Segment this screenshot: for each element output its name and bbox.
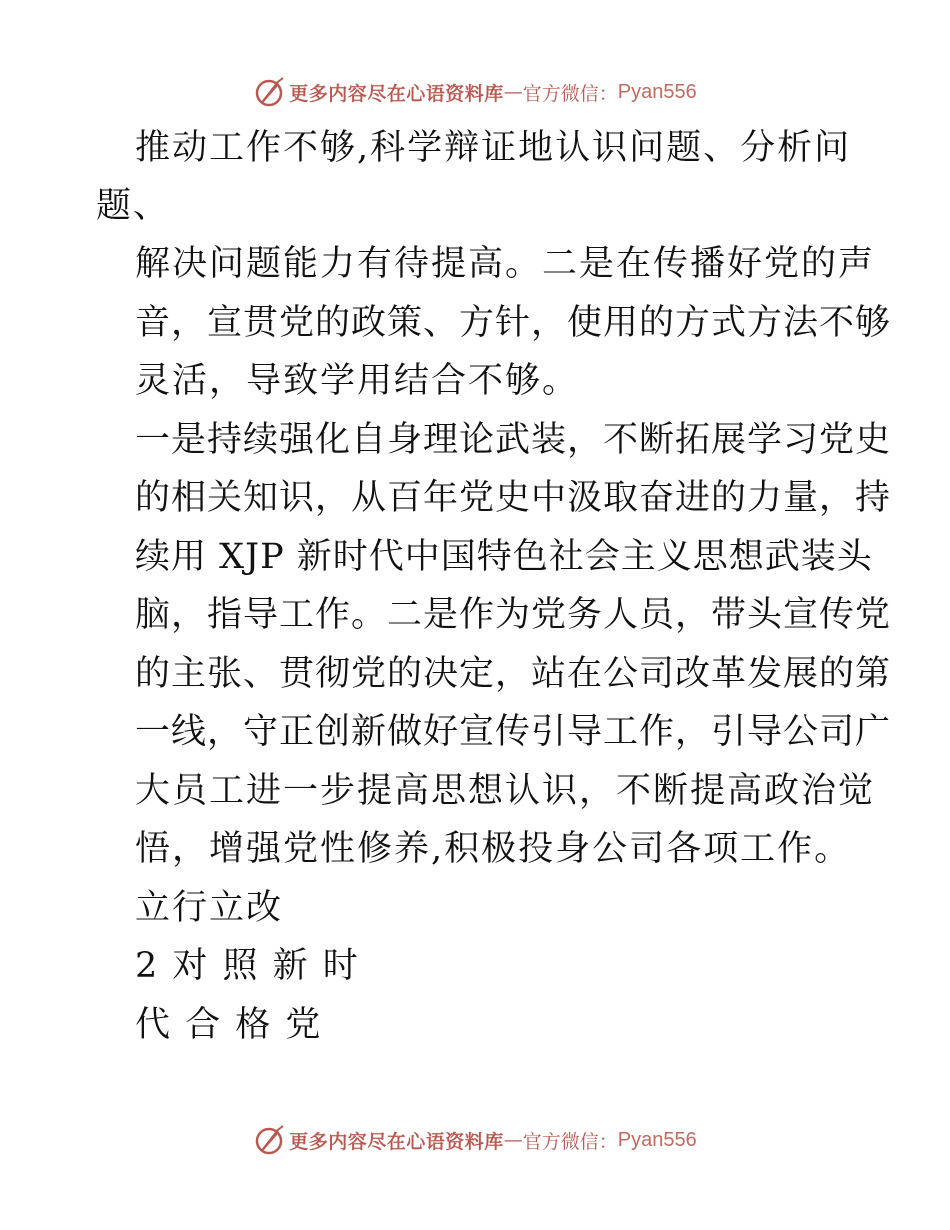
paragraph-line: 代 合 格 党 xyxy=(135,1005,323,1045)
paragraph-line: 立行立改 xyxy=(135,888,284,928)
quill-pen-logo-icon xyxy=(253,1124,285,1156)
banner-separator: — xyxy=(503,1129,523,1151)
banner-contact-label: 官方微信： xyxy=(522,1130,618,1153)
quill-pen-logo-icon xyxy=(253,76,285,108)
banner-separator: — xyxy=(503,81,523,103)
banner-wechat-id: Pyan556 xyxy=(617,1128,697,1151)
paragraph-line: 解决问题能力有待提高。二是在传播好党的声 xyxy=(135,244,876,284)
paragraph-line: 一线，守正创新做好宣传引导工作，引导公司广 xyxy=(135,712,892,752)
banner-contact-label: 官方微信： xyxy=(522,82,618,105)
paragraph-line: 大员工进一步提高思想认识，不断提高政治觉 xyxy=(135,771,876,811)
banner-wechat-id: Pyan556 xyxy=(617,80,697,103)
paragraph-line: 推动工作不够,科学辩证地认识问题、分析问 xyxy=(135,128,852,168)
header-banner xyxy=(0,72,950,112)
paragraph-line: 的相关知识，从百年党史中汲取奋进的力量，持 xyxy=(135,478,892,518)
banner-slogan: 更多内容尽在心语资料库 xyxy=(289,82,504,105)
paragraph-line: 题、 xyxy=(96,186,171,226)
paragraph-line: 悟，增强党性修养,积极投身公司各项工作。 xyxy=(135,829,852,869)
paragraph-line: 的主张、贯彻党的决定，站在公司改革发展的第 xyxy=(135,654,892,694)
paragraph-line: 2 对 照 新 时 xyxy=(135,946,360,986)
paragraph-line: 脑，指导工作。二是作为党务人员，带头宣传党 xyxy=(135,595,892,635)
paragraph-line: 一是持续强化自身理论武装，不断拓展学习党史 xyxy=(135,420,892,460)
paragraph-line: 灵活，导致学用结合不够。 xyxy=(135,361,580,401)
paragraph-line: 音，宣贯党的政策、方针，使用的方式方法不够 xyxy=(135,303,892,343)
footer-banner xyxy=(0,1120,950,1160)
paragraph-line: 续用 XJP 新时代中国特色社会主义思想武装头 xyxy=(135,537,873,577)
banner-slogan: 更多内容尽在心语资料库 xyxy=(289,1130,504,1153)
